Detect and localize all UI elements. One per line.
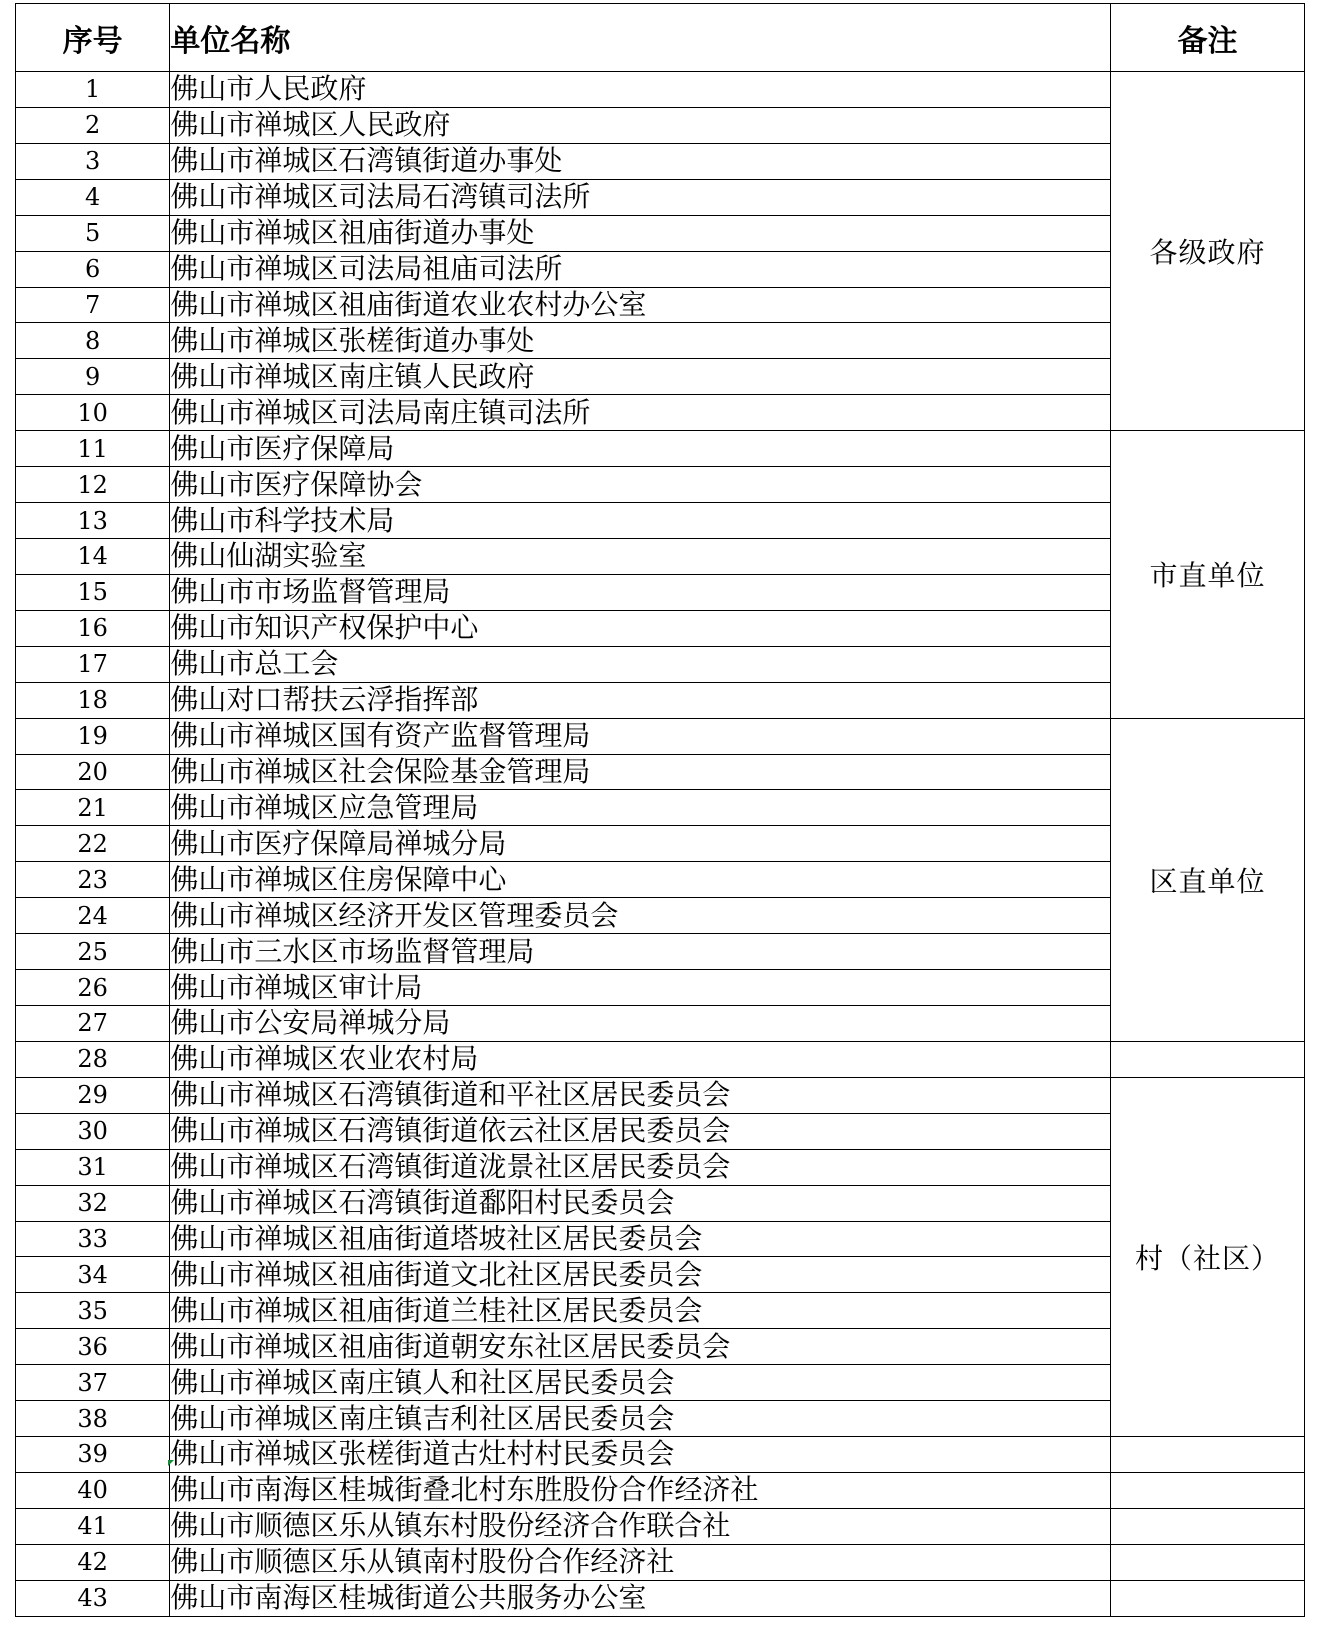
- unit-name: 佛山市禅城区南庄镇人和社区居民委员会: [170, 1365, 1111, 1401]
- empty-note-cell: [1111, 1437, 1305, 1473]
- cell-comment-marker: [168, 1460, 174, 1466]
- row-index: 32: [16, 1185, 170, 1221]
- unit-name: 佛山市医疗保障局禅城分局: [170, 826, 1111, 862]
- row-index: 5: [16, 215, 170, 251]
- unit-name: 佛山市禅城区司法局南庄镇司法所: [170, 395, 1111, 431]
- unit-list-table: [15, 3, 1305, 1617]
- row-index: 15: [16, 574, 170, 610]
- unit-name: 佛山市公安局禅城分局: [170, 1005, 1111, 1041]
- row-index: 18: [16, 682, 170, 718]
- empty-note-cell: [1111, 1508, 1305, 1544]
- row-index: 42: [16, 1544, 170, 1580]
- unit-name: 佛山市禅城区社会保险基金管理局: [170, 754, 1111, 790]
- unit-name: 佛山市禅城区石湾镇街道和平社区居民委员会: [170, 1077, 1111, 1113]
- row-index: 43: [16, 1580, 170, 1616]
- unit-name: 佛山市禅城区住房保障中心: [170, 862, 1111, 898]
- row-index: 39: [16, 1437, 170, 1473]
- row-index: 35: [16, 1293, 170, 1329]
- row-index: 2: [16, 107, 170, 143]
- unit-name: 佛山市禅城区审计局: [170, 970, 1111, 1006]
- unit-name: 佛山市医疗保障协会: [170, 467, 1111, 503]
- unit-name: 佛山市禅城区南庄镇人民政府: [170, 359, 1111, 395]
- unit-name: 佛山市禅城区农业农村局: [170, 1041, 1111, 1077]
- unit-name: 佛山市禅城区南庄镇吉利社区居民委员会: [170, 1401, 1111, 1437]
- row-index: 25: [16, 934, 170, 970]
- row-index: 10: [16, 395, 170, 431]
- unit-name: 佛山市禅城区司法局祖庙司法所: [170, 251, 1111, 287]
- table-row: [16, 1544, 1305, 1580]
- row-index: 36: [16, 1329, 170, 1365]
- row-index: 14: [16, 538, 170, 574]
- row-index: 6: [16, 251, 170, 287]
- table-row: [16, 72, 1305, 108]
- table-row: [16, 1437, 1305, 1473]
- row-index: 12: [16, 467, 170, 503]
- empty-note-cell: [1111, 1041, 1305, 1077]
- header-row: [16, 4, 1305, 72]
- unit-name: 佛山市禅城区石湾镇街道鄱阳村民委员会: [170, 1185, 1111, 1221]
- unit-name: 佛山市禅城区张槎街道古灶村村民委员会: [170, 1437, 1111, 1473]
- unit-name: 佛山市禅城区祖庙街道兰桂社区居民委员会: [170, 1293, 1111, 1329]
- unit-name: 佛山市禅城区祖庙街道朝安东社区居民委员会: [170, 1329, 1111, 1365]
- unit-name: 佛山市禅城区祖庙街道农业农村办公室: [170, 287, 1111, 323]
- row-index: 22: [16, 826, 170, 862]
- row-index: 30: [16, 1113, 170, 1149]
- empty-note-cell: [1111, 1544, 1305, 1580]
- row-index: 40: [16, 1472, 170, 1508]
- row-index: 11: [16, 431, 170, 467]
- row-index: 19: [16, 718, 170, 754]
- unit-name: 佛山市禅城区石湾镇街道依云社区居民委员会: [170, 1113, 1111, 1149]
- unit-name: 佛山市禅城区石湾镇街道办事处: [170, 143, 1111, 179]
- table-row: [16, 1580, 1305, 1616]
- row-index: 29: [16, 1077, 170, 1113]
- unit-name: 佛山市医疗保障局: [170, 431, 1111, 467]
- group-note-city-units: 市直单位: [1111, 431, 1305, 718]
- row-index: 17: [16, 646, 170, 682]
- header-index: 序号: [16, 4, 170, 72]
- unit-name: 佛山市禅城区应急管理局: [170, 790, 1111, 826]
- row-index: 3: [16, 143, 170, 179]
- table-row: [16, 1041, 1305, 1077]
- unit-name: 佛山市顺德区乐从镇南村股份合作经济社: [170, 1544, 1111, 1580]
- row-index: 26: [16, 970, 170, 1006]
- empty-note-cell: [1111, 1472, 1305, 1508]
- row-index: 31: [16, 1149, 170, 1185]
- row-index: 38: [16, 1401, 170, 1437]
- group-note-government: 各级政府: [1111, 72, 1305, 431]
- unit-name: 佛山仙湖实验室: [170, 538, 1111, 574]
- unit-name: 佛山市南海区桂城街叠北村东胜股份合作经济社: [170, 1472, 1111, 1508]
- header-note: 备注: [1111, 4, 1305, 72]
- unit-name: 佛山市禅城区人民政府: [170, 107, 1111, 143]
- row-index: 7: [16, 287, 170, 323]
- unit-name: 佛山市顺德区乐从镇东村股份经济合作联合社: [170, 1508, 1111, 1544]
- unit-name: 佛山市禅城区国有资产监督管理局: [170, 718, 1111, 754]
- table-row: [16, 1472, 1305, 1508]
- row-index: 41: [16, 1508, 170, 1544]
- unit-name: 佛山市禅城区祖庙街道办事处: [170, 215, 1111, 251]
- unit-name: 佛山市禅城区司法局石湾镇司法所: [170, 179, 1111, 215]
- unit-name: 佛山对口帮扶云浮指挥部: [170, 682, 1111, 718]
- unit-name: 佛山市南海区桂城街道公共服务办公室: [170, 1580, 1111, 1616]
- row-index: 37: [16, 1365, 170, 1401]
- table-row: [16, 718, 1305, 754]
- empty-note-cell: [1111, 1580, 1305, 1616]
- row-index: 28: [16, 1041, 170, 1077]
- row-index: 33: [16, 1221, 170, 1257]
- row-index: 21: [16, 790, 170, 826]
- unit-name: 佛山市知识产权保护中心: [170, 610, 1111, 646]
- unit-name: 佛山市三水区市场监督管理局: [170, 934, 1111, 970]
- row-index: 16: [16, 610, 170, 646]
- unit-name: 佛山市科学技术局: [170, 503, 1111, 539]
- header-unit-name: 单位名称: [170, 4, 1111, 72]
- row-index: 20: [16, 754, 170, 790]
- row-index: 24: [16, 898, 170, 934]
- table-row: [16, 1077, 1305, 1113]
- unit-name: 佛山市禅城区祖庙街道文北社区居民委员会: [170, 1257, 1111, 1293]
- row-index: 1: [16, 72, 170, 108]
- row-index: 13: [16, 503, 170, 539]
- row-index: 4: [16, 179, 170, 215]
- unit-name: 佛山市禅城区张槎街道办事处: [170, 323, 1111, 359]
- row-index: 8: [16, 323, 170, 359]
- unit-name: 佛山市总工会: [170, 646, 1111, 682]
- row-index: 9: [16, 359, 170, 395]
- unit-name: 佛山市市场监督管理局: [170, 574, 1111, 610]
- unit-name: 佛山市禅城区祖庙街道塔坡社区居民委员会: [170, 1221, 1111, 1257]
- unit-name: 佛山市禅城区经济开发区管理委员会: [170, 898, 1111, 934]
- group-note-villages: 村（社区）: [1111, 1077, 1305, 1436]
- table-row: [16, 431, 1305, 467]
- unit-name: 佛山市人民政府: [170, 72, 1111, 108]
- table-row: [16, 1508, 1305, 1544]
- unit-name: 佛山市禅城区石湾镇街道泷景社区居民委员会: [170, 1149, 1111, 1185]
- group-note-district-units: 区直单位: [1111, 718, 1305, 1041]
- row-index: 34: [16, 1257, 170, 1293]
- row-index: 23: [16, 862, 170, 898]
- row-index: 27: [16, 1005, 170, 1041]
